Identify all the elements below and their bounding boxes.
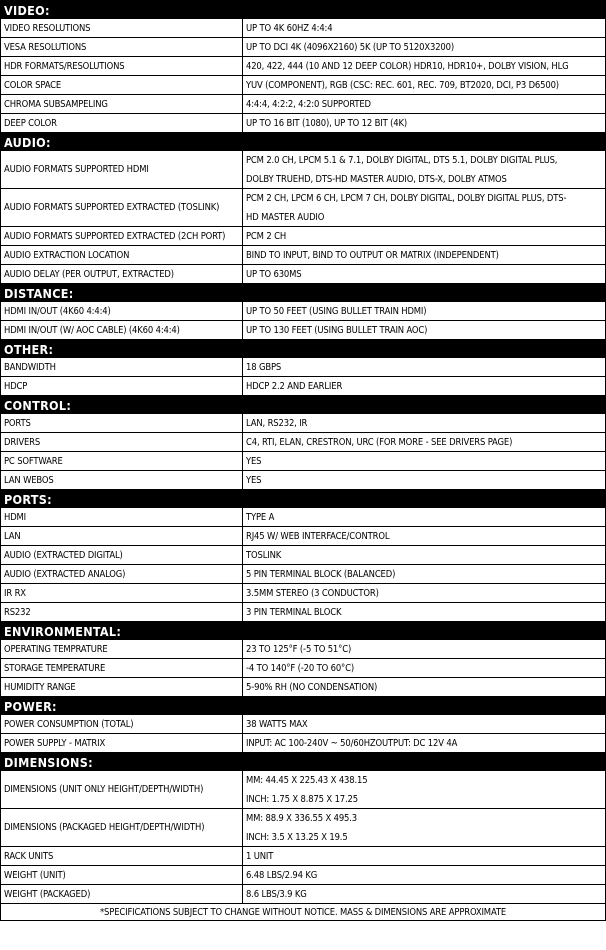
- spec-value-line: DOLBY TRUEHD, DTS-HD MASTER AUDIO, DTS-X, DOLBY ATMOS: [246, 173, 507, 185]
- spec-label: WEIGHT (UNIT): [0, 866, 243, 884]
- spec-value-line: 8.6 LBS/3.9 KG: [246, 888, 307, 900]
- spec-value: [243, 414, 606, 432]
- spec-row: [0, 189, 606, 227]
- section-header: AUDIO:: [0, 133, 606, 151]
- spec-value-line: INCH: 1.75 X 8.875 X 17.25: [246, 793, 358, 805]
- section-header: POWER:: [0, 697, 606, 715]
- spec-value: [243, 546, 606, 564]
- spec-label: BANDWIDTH: [0, 358, 243, 376]
- spec-row: [0, 57, 606, 76]
- spec-value: [243, 302, 606, 320]
- spec-value-line: YES: [246, 474, 262, 486]
- spec-value-line: 23 TO 125°F (-5 TO 51°C): [246, 643, 352, 655]
- spec-label: VIDEO RESOLUTIONS: [0, 19, 243, 37]
- spec-label: DEEP COLOR: [0, 114, 243, 132]
- spec-row: [0, 358, 606, 377]
- spec-value-line: INCH: 3.5 X 13.25 X 19.5: [246, 831, 348, 843]
- spec-row: [0, 433, 606, 452]
- spec-value-line: 420, 422, 444 (10 AND 12 DEEP COLOR) HDR10, HDR10+, DOLBY VISION, HLG: [246, 60, 569, 72]
- spec-label: COLOR SPACE: [0, 76, 243, 94]
- spec-row: [0, 734, 606, 753]
- section-header: DISTANCE:: [0, 284, 606, 302]
- spec-value-line: UP TO 630MS: [246, 268, 302, 280]
- spec-row: [0, 603, 606, 622]
- spec-value-line: 38 WATTS MAX: [246, 718, 308, 730]
- spec-value-line: BIND TO INPUT, BIND TO OUTPUT OR MATRIX (INDEPENDENT): [246, 249, 499, 261]
- spec-value: [243, 246, 606, 264]
- spec-row: [0, 377, 606, 396]
- spec-label: CHROMA SUBSAMPELING: [0, 95, 243, 113]
- spec-label: OPERATING TEMPRATURE: [0, 640, 243, 658]
- section-header: PORTS:: [0, 490, 606, 508]
- spec-value: [243, 847, 606, 865]
- spec-row: [0, 771, 606, 809]
- spec-value-line: UP TO 4K 60HZ 4:4:4: [246, 22, 333, 34]
- spec-value: [243, 19, 606, 37]
- spec-value-line: HDCP 2.2 AND EARLIER: [246, 380, 343, 392]
- spec-row: [0, 659, 606, 678]
- spec-value: [243, 527, 606, 545]
- spec-label: LAN WEBOS: [0, 471, 243, 489]
- spec-label: AUDIO FORMATS SUPPORTED EXTRACTED (2CH PORT): [0, 227, 243, 245]
- spec-row: [0, 715, 606, 734]
- spec-value: [243, 114, 606, 132]
- spec-value-line: MM: 88.9 X 336.55 X 495.3: [246, 812, 358, 824]
- spec-value-line: PCM 2 CH: [246, 230, 287, 242]
- spec-value: [243, 659, 606, 677]
- spec-value: [243, 227, 606, 245]
- spec-row: [0, 527, 606, 546]
- spec-label: IR RX: [0, 584, 243, 602]
- spec-value: [243, 508, 606, 526]
- spec-value: [243, 584, 606, 602]
- spec-label: AUDIO DELAY (PER OUTPUT, EXTRACTED): [0, 265, 243, 283]
- spec-value: [243, 452, 606, 470]
- spec-label: AUDIO FORMATS SUPPORTED EXTRACTED (TOSLINK): [0, 189, 243, 226]
- spec-value-line: TOSLINK: [246, 549, 282, 561]
- spec-label: HDMI IN/OUT (W/ AOC CABLE) (4K60 4:4:4): [0, 321, 243, 339]
- spec-value-line: UP TO 130 FEET (USING BULLET TRAIN AOC): [246, 324, 428, 336]
- spec-row: [0, 452, 606, 471]
- spec-value-line: RJ45 W/ WEB INTERFACE/CONTROL: [246, 530, 390, 542]
- spec-label: STORAGE TEMPERATURE: [0, 659, 243, 677]
- spec-row: [0, 302, 606, 321]
- spec-value-line: 5-90% RH (NO CONDENSATION): [246, 681, 378, 693]
- spec-label: AUDIO (EXTRACTED DIGITAL): [0, 546, 243, 564]
- spec-row: [0, 227, 606, 246]
- spec-row: [0, 151, 606, 189]
- spec-row: [0, 76, 606, 95]
- section-header: ENVIRONMENTAL:: [0, 622, 606, 640]
- spec-row: [0, 321, 606, 340]
- spec-row: [0, 38, 606, 57]
- spec-label: AUDIO EXTRACTION LOCATION: [0, 246, 243, 264]
- spec-value: [243, 76, 606, 94]
- spec-value-line: YES: [246, 455, 262, 467]
- spec-value-line: TYPE A: [246, 511, 275, 523]
- spec-value: [243, 715, 606, 733]
- spec-value: [243, 866, 606, 884]
- spec-value: [243, 321, 606, 339]
- spec-value: [243, 57, 606, 75]
- spec-label: WEIGHT (PACKAGED): [0, 885, 243, 903]
- spec-value-line: UP TO 50 FEET (USING BULLET TRAIN HDMI): [246, 305, 427, 317]
- footnote: *SPECIFICATIONS SUBJECT TO CHANGE WITHOUT NOTICE. MASS & DIMENSIONS ARE APPROXIMATE: [0, 904, 606, 921]
- spec-value-line: C4, RTI, ELAN, CRESTRON, URC (FOR MORE - SEE DRIVERS PAGE): [246, 436, 513, 448]
- spec-row: [0, 565, 606, 584]
- spec-row: [0, 265, 606, 284]
- spec-value: [243, 640, 606, 658]
- spec-row: [0, 508, 606, 527]
- spec-label: POWER CONSUMPTION (TOTAL): [0, 715, 243, 733]
- spec-value: [243, 678, 606, 696]
- spec-value: [243, 565, 606, 583]
- spec-value: [243, 358, 606, 376]
- spec-row: [0, 640, 606, 659]
- spec-label: HDMI IN/OUT (4K60 4:4:4): [0, 302, 243, 320]
- spec-label: PORTS: [0, 414, 243, 432]
- spec-label: RACK UNITS: [0, 847, 243, 865]
- spec-label: RS232: [0, 603, 243, 621]
- spec-label: DIMENSIONS (UNIT ONLY HEIGHT/DEPTH/WIDTH): [0, 771, 243, 808]
- spec-row: [0, 809, 606, 847]
- spec-label: PC SOFTWARE: [0, 452, 243, 470]
- spec-value: [243, 189, 606, 226]
- spec-label: AUDIO FORMATS SUPPORTED HDMI: [0, 151, 243, 188]
- spec-value-line: 3.5MM STEREO (3 CONDUCTOR): [246, 587, 379, 599]
- spec-value: [243, 377, 606, 395]
- spec-row: [0, 847, 606, 866]
- spec-value-line: 1 UNIT: [246, 850, 274, 862]
- spec-value: [243, 265, 606, 283]
- spec-row: [0, 678, 606, 697]
- spec-label: POWER SUPPLY - MATRIX: [0, 734, 243, 752]
- section-header: DIMENSIONS:: [0, 753, 606, 771]
- spec-row: [0, 414, 606, 433]
- spec-value-line: 3 PIN TERMINAL BLOCK: [246, 606, 342, 618]
- section-header: OTHER:: [0, 340, 606, 358]
- spec-label: HUMIDITY RANGE: [0, 678, 243, 696]
- spec-label: LAN: [0, 527, 243, 545]
- spec-row: [0, 114, 606, 133]
- spec-row: [0, 885, 606, 904]
- spec-value: [243, 151, 606, 188]
- spec-label: DIMENSIONS (PACKAGED HEIGHT/DEPTH/WIDTH): [0, 809, 243, 846]
- spec-value-line: HD MASTER AUDIO: [246, 211, 325, 223]
- spec-value: [243, 885, 606, 903]
- spec-value-line: 18 GBPS: [246, 361, 282, 373]
- spec-label: AUDIO (EXTRACTED ANALOG): [0, 565, 243, 583]
- spec-label: HDMI: [0, 508, 243, 526]
- spec-value: [243, 734, 606, 752]
- spec-row: [0, 866, 606, 885]
- spec-row: [0, 246, 606, 265]
- spec-label: DRIVERS: [0, 433, 243, 451]
- spec-value-line: PCM 2.0 CH, LPCM 5.1 & 7.1, DOLBY DIGITAL, DTS 5.1, DOLBY DIGITAL PLUS,: [246, 154, 558, 166]
- spec-label: HDCP: [0, 377, 243, 395]
- section-header: CONTROL:: [0, 396, 606, 414]
- spec-value-line: YUV (COMPONENT), RGB (CSC: REC. 601, REC. 709, BT2020, DCI, P3 D6500): [246, 79, 559, 91]
- spec-value: [243, 603, 606, 621]
- spec-value-line: -4 TO 140°F (-20 TO 60°C): [246, 662, 354, 674]
- spec-row: [0, 471, 606, 490]
- spec-value: [243, 471, 606, 489]
- spec-row: [0, 546, 606, 565]
- spec-value: [243, 433, 606, 451]
- spec-value-line: 5 PIN TERMINAL BLOCK (BALANCED): [246, 568, 396, 580]
- spec-value-line: INPUT: AC 100-240V ~ 50/60HZOUTPUT: DC 12V 4A: [246, 737, 458, 749]
- spec-value: [243, 809, 606, 846]
- spec-value: [243, 771, 606, 808]
- spec-value-line: LAN, RS232, IR: [246, 417, 308, 429]
- spec-value-line: 4:4:4, 4:2:2, 4:2:0 SUPPORTED: [246, 98, 371, 110]
- spec-value-line: UP TO 16 BIT (1080), UP TO 12 BIT (4K): [246, 117, 407, 129]
- spec-row: [0, 19, 606, 38]
- spec-value-line: PCM 2 CH, LPCM 6 CH, LPCM 7 CH, DOLBY DIGITAL, DOLBY DIGITAL PLUS, DTS-: [246, 192, 567, 204]
- spec-label: VESA RESOLUTIONS: [0, 38, 243, 56]
- spec-row: [0, 584, 606, 603]
- spec-value-line: 6.48 LBS/2.94 KG: [246, 869, 318, 881]
- spec-row: [0, 95, 606, 114]
- spec-value-line: UP TO DCI 4K (4096X2160) 5K (UP TO 5120X3200): [246, 41, 454, 53]
- spec-value: [243, 95, 606, 113]
- section-header: VIDEO:: [0, 1, 606, 19]
- spec-value-line: MM: 44.45 X 225.43 X 438.15: [246, 774, 368, 786]
- spec-value: [243, 38, 606, 56]
- spec-label: HDR FORMATS/RESOLUTIONS: [0, 57, 243, 75]
